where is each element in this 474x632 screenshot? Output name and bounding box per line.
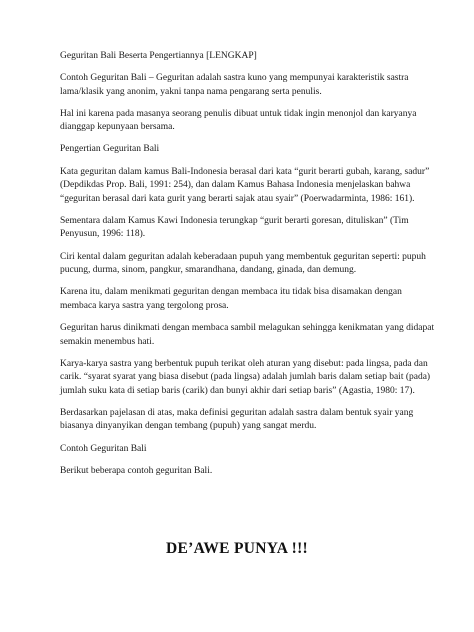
ciri-paragraph: Ciri kental dalam geguritan adalah keberadaan pupuh yang membentuk geguritan seperti: pupuh pucung, durma, sinom, pangkur, smarandhana, dandang, ginada, dan demung. xyxy=(60,251,426,276)
menikmati-paragraph: Karena itu, dalam menikmati geguritan dengan membaca itu tidak bisa disamakan dengan membaca karya sastra yang tergolong prosa. xyxy=(60,287,402,311)
anonymity-paragraph: Hal ini karena pada masanya seorang penulis dibuat untuk tidak ingin menonjol dan karyanya dianggap kepunyaan bersama. xyxy=(60,108,417,133)
definition-kawi-paragraph: Sementara dalam Kamus Kawi Indonesia terungkap “gurit berarti goresan, dituliskan” (Tim Penyusun, 1996: 118). xyxy=(60,215,409,240)
intro-paragraph: Contoh Geguritan Bali – Geguritan adalah sastra kuno yang mempunyai karakteristik sastra lama/klasik yang anonim, yakni tanpa nama pengarang serta penulis. xyxy=(60,73,409,97)
melagukan-paragraph: Geguritan harus dinikmati dengan membaca sambil melagukan sehingga kenikmatan yang didapat semakin menembus hati. xyxy=(60,322,435,347)
definition-kamus-paragraph: Kata geguritan dalam kamus Bali-Indonesia berasal dari kata “gurit berarti gubah, karang, sadur” (Depdikdas Prop. Bali, 1991: 254), dan dalam Kamus Bahasa Indonesia menjelaskan bahwa “geguritan berasal dari kata gurit yang berarti sajak atau syair” (Poerwadarminta, 1986: 161). xyxy=(60,166,430,204)
footer-title: DE’AWE PUNYA !!! xyxy=(165,540,308,557)
berikut-paragraph: Berikut beberapa contoh geguritan Bali. xyxy=(60,465,213,476)
section-heading-contoh: Contoh Geguritan Bali xyxy=(60,443,147,454)
section-heading-pengertian: Pengertian Geguritan Bali xyxy=(60,144,160,155)
aturan-paragraph: Karya-karya sastra yang berbentuk pupuh terikat oleh aturan yang disebut: pada lingsa, pada dan carik. “syarat syarat yang biasa disebut (pada lingsa) adalah jumlah baris dalam setiap bait (pada) jumlah suku kata di setiap baris (carik) dan bunyi akhir dari setiap baris” (Agastia, 1980: 17). xyxy=(60,358,431,396)
document-title: Geguritan Bali Beserta Pengertiannya [LENGKAP] xyxy=(60,51,257,61)
definisi-paragraph: Berdasarkan pajelasan di atas, maka definisi geguritan adalah sastra dalam bentuk syair yang biasanya dinyanyikan dengan tembang (pupuh) yang sangat merdu. xyxy=(60,407,414,432)
